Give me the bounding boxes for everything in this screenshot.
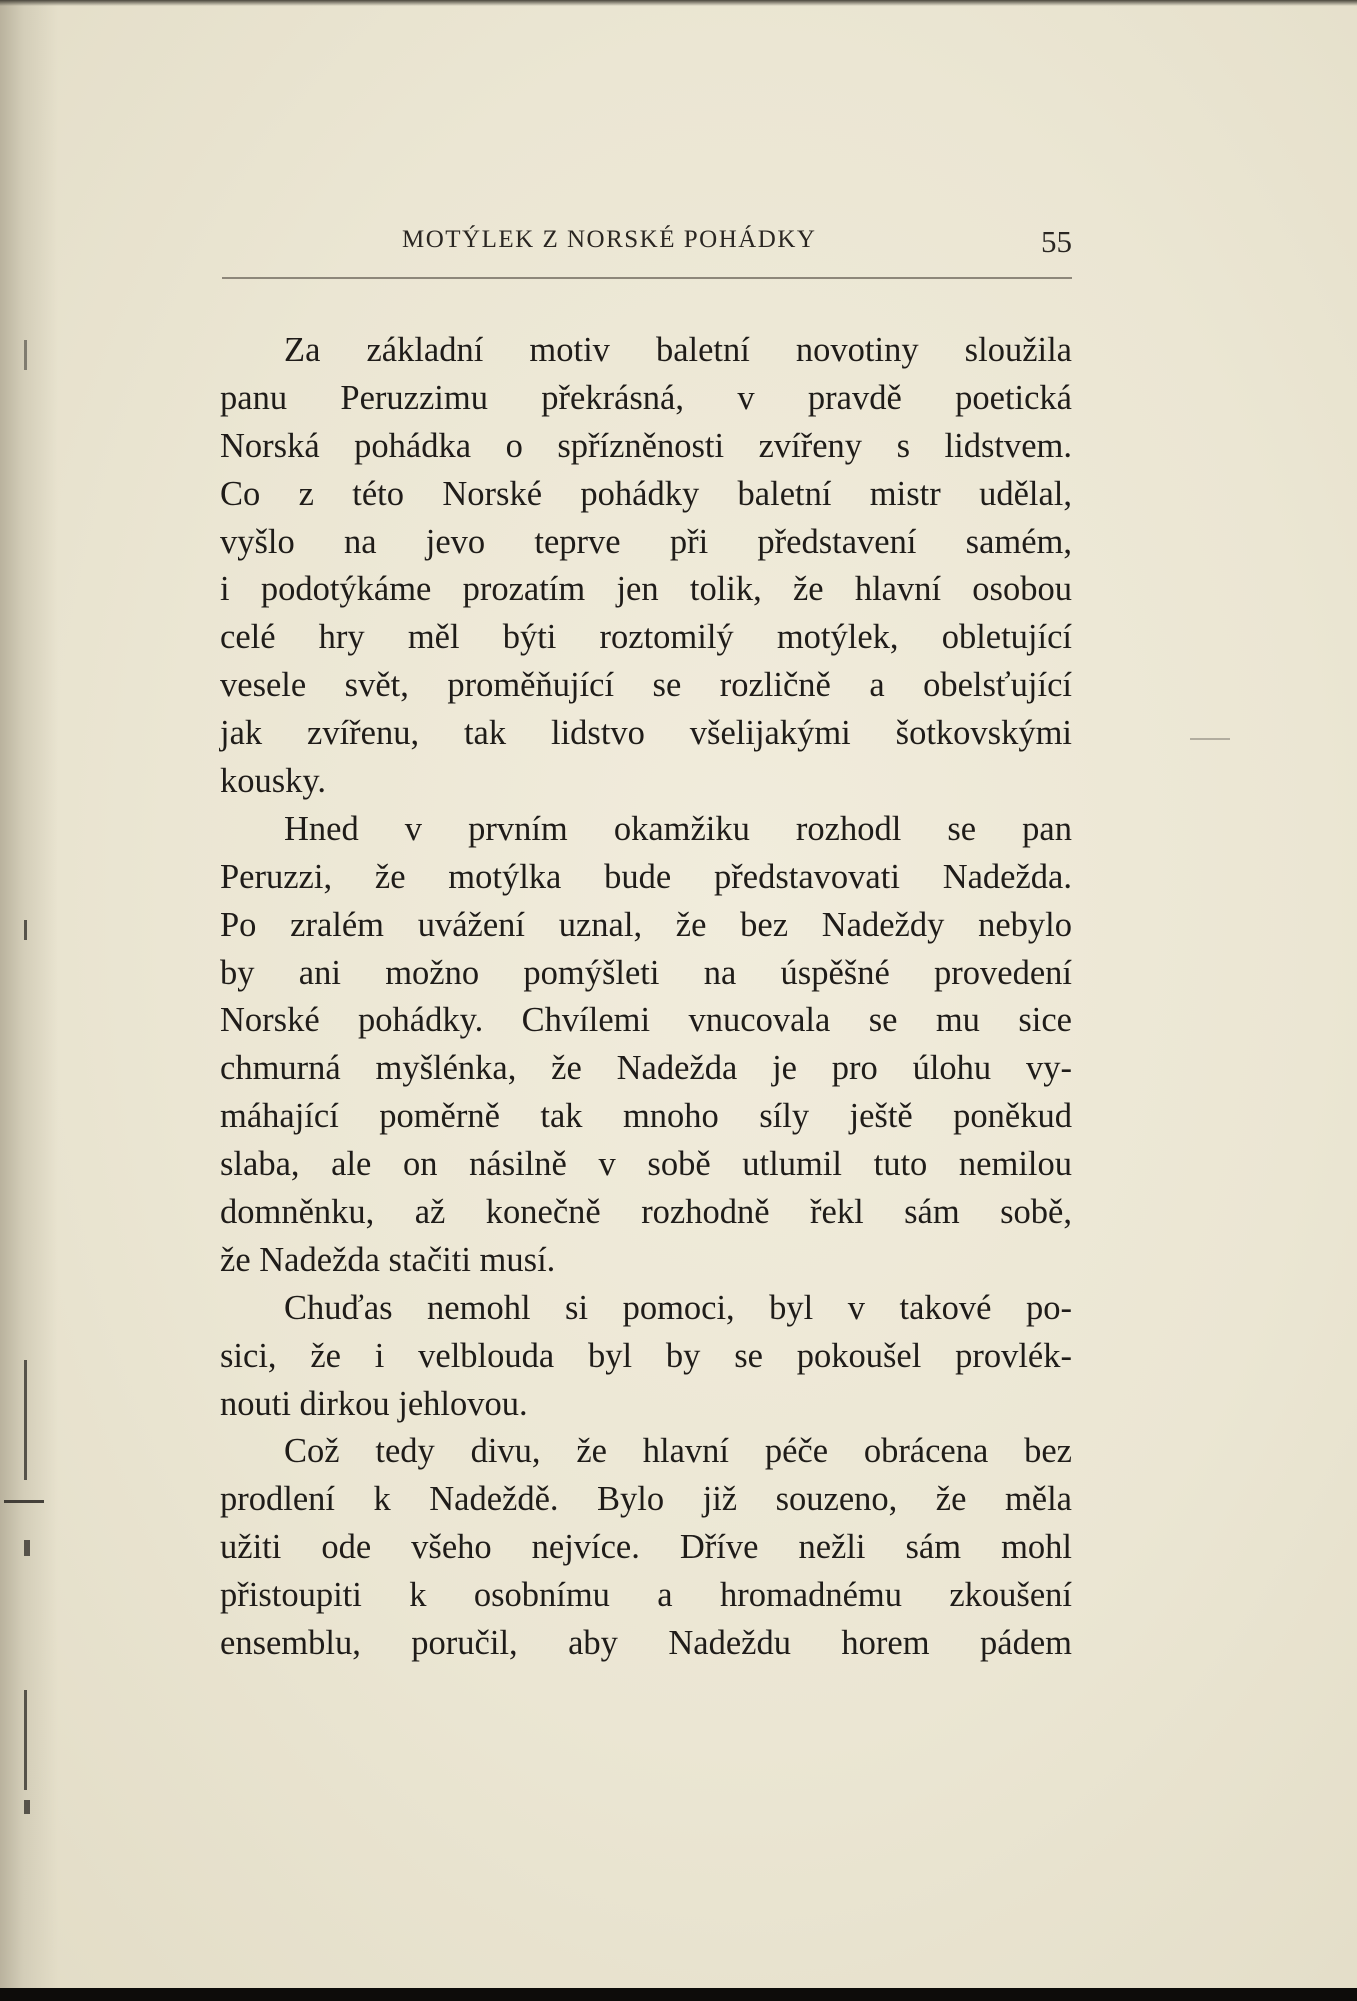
binding-mark: [24, 920, 27, 940]
margin-stroke: [1190, 738, 1230, 740]
text-line: Norské pohádky. Chvílemi vnucovala se mu sice: [220, 1001, 1072, 1040]
text-line: chmurná myšlénka, že Nadežda je pro úlohu vy-: [220, 1049, 1072, 1088]
text-line: Norská pohádka o spřízněnosti zvířeny s lidstvem.: [220, 426, 1072, 465]
body-text: [220, 327, 1072, 1668]
text-line: kousky.: [220, 762, 327, 801]
text-line: vyšlo na jevo teprve při představení samém,: [220, 522, 1072, 561]
text-line: ensemblu, poručil, aby Nadeždu horem pádem: [220, 1624, 1072, 1663]
top-edge-shadow: [0, 0, 1357, 6]
bottom-edge: [0, 1988, 1357, 2001]
text-line: nouti dirkou jehlovou.: [220, 1384, 528, 1423]
text-line: Chuďas nemohl si pomoci, byl v takové po-: [284, 1288, 1072, 1327]
binding-mark: [24, 1540, 30, 1556]
paragraph: [220, 1428, 1072, 1667]
text-line: by ani možno pomýšleti na úspěšné provedení: [220, 953, 1072, 992]
page-number: 55: [1041, 224, 1072, 259]
text-line: máhající poměrně tak mnoho síly ještě poněkud: [220, 1097, 1072, 1136]
binding-mark: [24, 1690, 27, 1790]
text-line: Peruzzi, že motýlka bude představovati Nadežda.: [220, 857, 1072, 896]
binding-mark: [24, 1800, 30, 1814]
text-line: prodlení k Nadeždě. Bylo již souzeno, že měla: [220, 1480, 1072, 1519]
header-rule: [222, 277, 1072, 279]
text-line: Za základní motiv baletní novotiny sloužila: [284, 331, 1072, 369]
text-line: domněnku, až konečně rozhodně řekl sám sobě,: [220, 1193, 1072, 1232]
text-line: Hned v prvním okamžiku rozhodl se pan: [284, 809, 1072, 848]
text-line: panu Peruzzimu překrásná, v pravdě poetická: [220, 378, 1072, 417]
text-line: vesele svět, proměňující se rozličně a obelsťující: [220, 666, 1072, 705]
binding-mark: [24, 1360, 27, 1480]
text-line: Což tedy divu, že hlavní péče obrácena bez: [284, 1432, 1072, 1471]
text-line: sici, že i velblouda byl by se pokoušel provlék-: [220, 1336, 1072, 1375]
text-line: že Nadežda stačiti musí.: [220, 1240, 556, 1279]
text-line: Po zralém uvážení uznal, že bez Nadeždy nebylo: [220, 905, 1072, 944]
text-line: i podotýkáme prozatím jen tolik, že hlavní osobou: [220, 570, 1072, 609]
running-title: MOTÝLEK Z NORSKÉ POHÁDKY: [402, 226, 817, 253]
page-header: [222, 220, 1072, 270]
text-line: slaba, ale on násilně v sobě utlumil tuto nemilou: [220, 1145, 1072, 1184]
paragraph: [220, 806, 1072, 1285]
binding-mark: [24, 340, 27, 370]
text-line: celé hry měl býti roztomilý motýlek, obletující: [220, 618, 1072, 657]
text-line: užiti ode všeho nejvíce. Dříve nežli sám mohl: [220, 1528, 1072, 1567]
spine-shadow: [0, 0, 58, 1988]
paragraph: [220, 327, 1072, 806]
text-line: přistoupiti k osobnímu a hromadnému zkoušení: [220, 1576, 1072, 1615]
text-line: Co z této Norské pohádky baletní mistr udělal,: [220, 474, 1072, 513]
binding-mark: [4, 1500, 44, 1503]
text-line: jak zvířenu, tak lidstvo všelijakými šotkovskými: [220, 714, 1072, 753]
paragraph: [220, 1285, 1072, 1429]
